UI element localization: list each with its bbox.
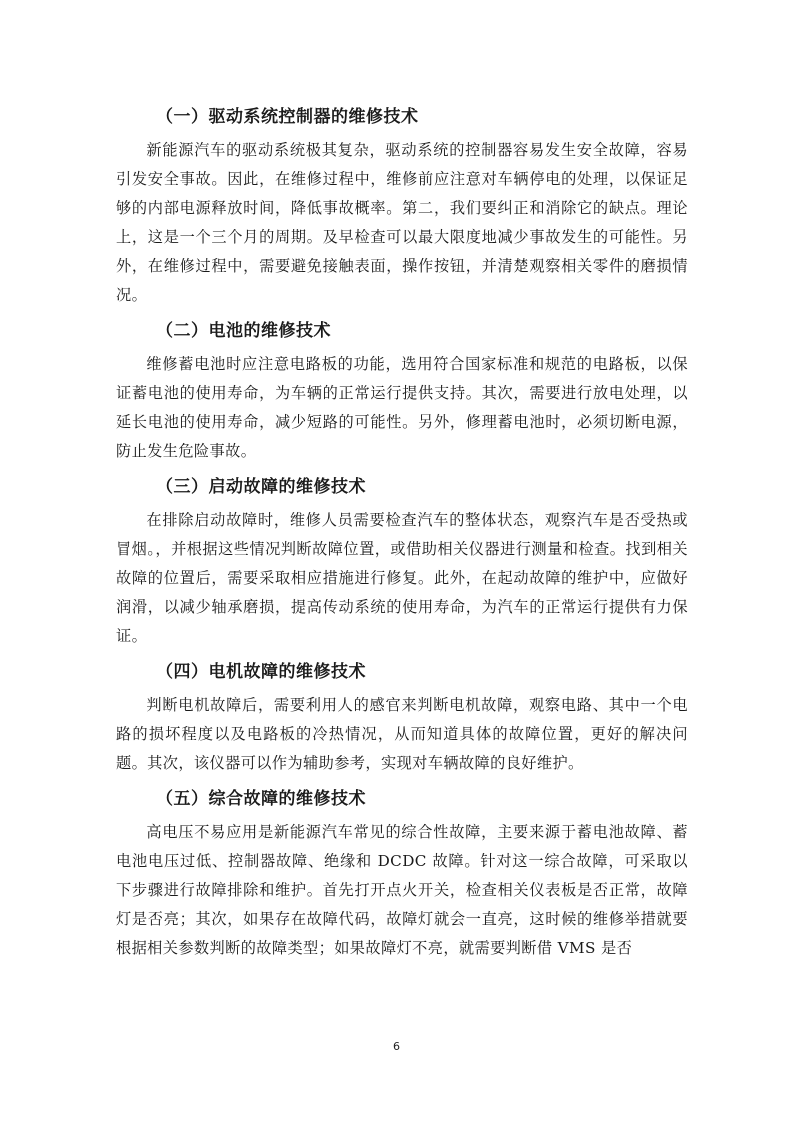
section-heading: （四）电机故障的维修技术 (156, 662, 366, 682)
section-paragraph: 高电压不易应用是新能源汽车常见的综合性故障，主要来源于蓄电池故障、蓄电池电压过低、控制器故障、绝缘和 DCDC 故障。针对这一综合故障，可采取以下步骤进行故障排除和维护。首先打开点火开关，检查相关仪表板是否正常，故障灯是否亮；其次，如果存在故障代码，故障灯就会一直亮，这时候的维修举措就要根据相关参数判断的故障类型；如果故障灯不亮，就需要判断借 VMS 是否 (116, 823, 688, 957)
section-paragraph: 新能源汽车的驱动系统极其复杂，驱动系统的控制器容易发生安全故障，容易引发安全事故。因此，在维修过程中，维修前应注意对车辆停电的处理，以保证足够的内部电源释放时间，降低事故概率。第二，我们要纠正和消除它的缺点。理论上，这是一个三个月的周期。及早检查可以最大限度地减少事故发生的可能性。另外，在维修过程中，需要避免接触表面，操作按钮，并清楚观察相关零件的磨损情况。 (116, 141, 688, 304)
page-number: 6 (393, 1040, 400, 1053)
section-paragraph: 维修蓄电池时应注意电路板的功能，选用符合国家标准和规范的电路板，以保证蓄电池的使用寿命，为车辆的正常运行提供支持。其次，需要进行放电处理，以延长电池的使用寿命，减少短路的可能性。另外，修理蓄电池时，必须切断电源，防止发生危险事故。 (116, 355, 688, 460)
section-comprehensive-fault (116, 782, 688, 963)
document-body (116, 100, 688, 967)
section-heading: （二）电池的维修技术 (156, 321, 331, 341)
section-startup-fault (116, 470, 688, 651)
section-paragraph: 在排除启动故障时，维修人员需要检查汽车的整体状态，观察汽车是否受热或冒烟。，并根据这些情况判断故障位置，或借助相关仪器进行测量和检查。找到相关故障的位置后，需要采取相应措施进行修复。此外，在起动故障的维护中，应做好润滑，以减少轴承磨损，提高传动系统的使用寿命，为汽车的正常运行提供有力保证。 (116, 511, 688, 645)
section-battery (116, 314, 688, 466)
section-paragraph: 判断电机故障后，需要利用人的感官来判断电机故障，观察电路、其中一个电路的损坏程度以及电路板的冷热情况，从而知道具体的故障位置，更好的解决问题。其次，该仪器可以作为辅助参考，实现对车辆故障的良好维护。 (116, 696, 688, 772)
section-heading: （三）启动故障的维修技术 (156, 477, 366, 497)
section-drive-controller (116, 100, 688, 310)
section-motor-fault (116, 655, 688, 778)
section-heading: （一）驱动系统控制器的维修技术 (156, 107, 419, 127)
section-heading: （五）综合故障的维修技术 (156, 789, 366, 809)
